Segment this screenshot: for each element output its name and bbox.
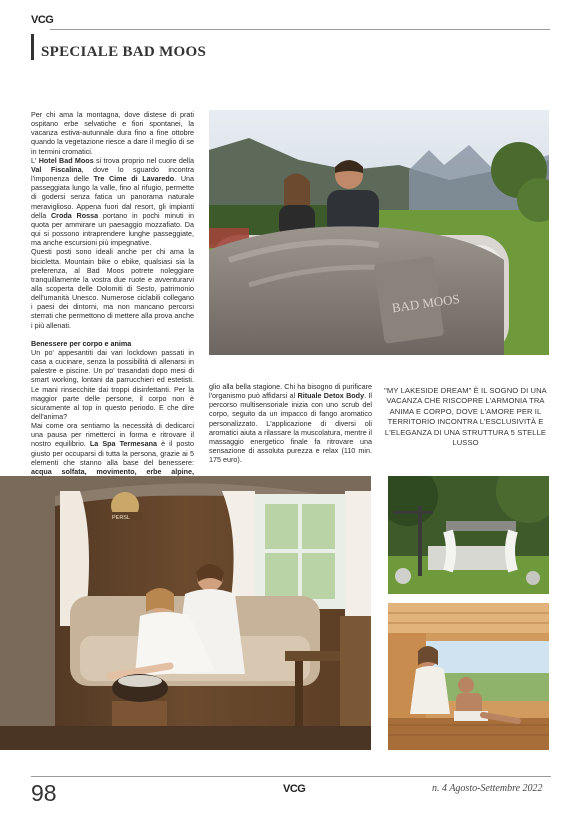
magazine-logo: VCG (31, 14, 54, 26)
lantern-text: PERSL (112, 515, 131, 521)
article-column-1 (31, 110, 194, 504)
page-number: 98 (31, 780, 57, 806)
photo-couple-bathrobes (0, 476, 371, 750)
photo-couple-lounger (209, 110, 549, 355)
pull-quote: "MY LAKESIDE DREAM" È IL SOGNO DI UNA VACANZA CHE RISCOPRE L'ARMONIA TRA ANIMA E CORPO, DOVE L'AMORE PER IL TERRITORIO INCONTRA L'ESCLUSIVITÀ E L'ELEGANZA DI UNA STRUTTURA 5 STELLE LUSSO (384, 386, 547, 448)
paragraph: Per chi ama la montagna, dove distese di prati ospitano erbe selvatiche e fiori spontanei, la vacanza estiva-autunnale dura fino a fine ottobre quando la vegetazione riesce a dare il meglio di se in termini cromatici. (31, 110, 194, 156)
photo-garden-swing (388, 476, 549, 594)
paragraph: L' Hotel Bad Moos si trova proprio nel cuore della Val Fiscalina, dove lo sguardo incontra l'imponenza delle Tre Cime di Lavaredo. Una passeggiata lungo la valle, fino al rifugio, permette di godersi senza fatica un panorama naturale meraviglioso. Appena fuori dal resort, gli impianti della Croda Rossa portano in pochi minuti in quota per ammirare un paesaggio mozzafiato. Da qui si possono intraprendere lunghe passeggiate, ma anche escursioni più impegnative. (31, 155, 195, 248)
article-column-2 (209, 382, 372, 464)
paragraph: Questi posti sono ideali anche per chi ama la bicicletta. Mountain bike o ebike, qualsiasi sia la preferenza, al Bad Moos potrete noleggiare tranquillamente la vostra due ruote e avventurarvi alla scoperta delle Dolomiti di Sesto, patrimonio dell'umanità Unesco. Numerose ciclabili collegano i paesi dei dintorni, ma non mancano percorsi sterrati che permettono di mettere alla prova anche i più allenati. (31, 247, 194, 330)
footer-logo: VCG (283, 783, 306, 795)
issue-info: n. 4 Agosto-Settembre 2022 (432, 783, 543, 794)
paragraph: Mai come ora sentiamo la necessità di dedicarci una pausa per rimetterci in forma e ritrovare il nostro equilibrio. La Spa Termesana è il posto giusto per occuparsi di tutta la persona, grazie ai 5 elementi che stanno alla base del benessere: acqua solfata, movimento, erbe alpine, (31, 421, 194, 476)
header-rule (50, 29, 550, 30)
footer-rule (31, 776, 551, 777)
photo-sauna (388, 603, 549, 750)
section-bar (31, 34, 34, 60)
paragraph: Un po' appesantiti dai vari lockdown passati in casa a cucinare, senza la possibilità di allenarsi in palestre e piscine. Un po' trasandati dopo mesi di smart working, lontani da parrucchieri ed estetisti. Le mani rinsecchite dai troppi disinfettanti. Per la maggior parte delle persone, il corpo non è sicuramente al top in questo periodo. E che dire dell'anima? (31, 347, 194, 421)
blanket-logo-text: BAD MOOS (390, 291, 461, 316)
paragraph: glio alla bella stagione. Chi ha bisogno di purificare l'organismo può affidarsi al Rituale Detox Body. Il percorso multisensoriale inizia con uno scrub del corpo, seguito da un impacco di fango aromatico personalizzato. L'applicazione di diversi oli aromatici aiuta a rilassare la muscolatura, mentre il massaggio energetico finale fa ritrovare una sensazione di assoluta purezza e relax (110 min. 175 euro). (209, 382, 373, 465)
section-title: SPECIALE BAD MOOS (41, 44, 207, 60)
subheading: Benessere per corpo e anima (31, 338, 132, 348)
